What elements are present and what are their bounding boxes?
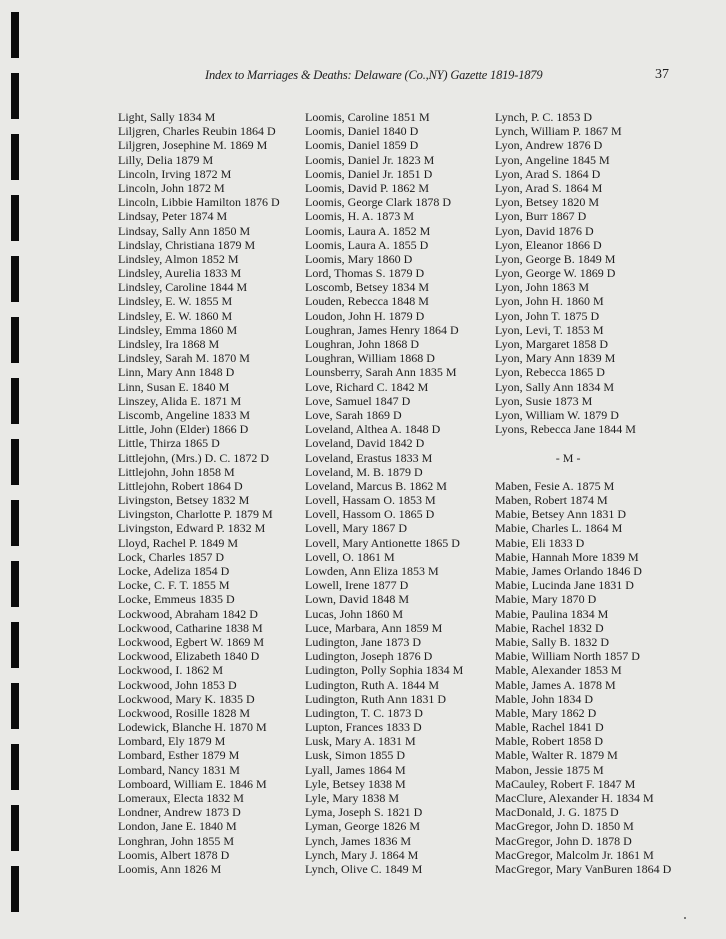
- index-entry: Ludington, Joseph 1876 D: [305, 649, 433, 664]
- index-entry: Locke, C. F. T. 1855 M: [118, 578, 230, 593]
- index-entry: Lyle, Betsey 1838 M: [305, 776, 406, 791]
- index-entry: Mabie, James Orlando 1846 D: [495, 564, 642, 578]
- index-entry: Loudon, John H. 1879 D: [305, 308, 425, 323]
- index-entry: Lindsay, Sally Ann 1850 M: [118, 223, 251, 238]
- index-entry: Lombard, Nancy 1831 M: [118, 762, 240, 777]
- index-entry: Loomis, David P. 1862 M: [305, 180, 430, 195]
- index-entry: MacClure, Alexander H. 1834 M: [495, 791, 654, 805]
- index-entry: Lincoln, John 1872 M: [118, 180, 225, 195]
- index-entry: Mabie, Mary 1870 D: [495, 592, 597, 607]
- index-entry: Loomis, Laura A. 1855 D: [305, 237, 429, 252]
- index-entry: Lincoln, Irving 1872 M: [118, 166, 232, 181]
- index-entry: Loomis, Daniel Jr. 1851 D: [305, 166, 433, 181]
- index-entry: Linn, Susan E. 1840 M: [118, 379, 230, 394]
- index-entry: London, Jane E. 1840 M: [118, 819, 237, 834]
- index-entry: Loveland, Althea A. 1848 D: [305, 422, 441, 437]
- index-entry: Loomis, Ann 1826 M: [118, 861, 222, 876]
- index-entry: Lockwood, Egbert W. 1869 M: [118, 634, 264, 649]
- index-entry: Lockwood, I. 1862 M: [118, 663, 223, 678]
- index-entry: Maben, Fesie A. 1875 M: [495, 478, 615, 493]
- index-entry: Lynch, Olive C. 1849 M: [305, 861, 423, 876]
- index-entry: Mable, John 1834 D: [495, 691, 593, 706]
- index-entry: Lynch, James 1836 M: [305, 833, 411, 848]
- index-entry: Lockwood, Catharine 1838 M: [118, 620, 263, 635]
- index-entry: Lyma, Joseph S. 1821 D: [305, 805, 423, 820]
- index-entry: Londner, Andrew 1873 D: [118, 805, 241, 820]
- index-entry: Loomis, Albert 1878 D: [118, 847, 230, 862]
- index-entry: Loughran, James Henry 1864 D: [305, 322, 459, 337]
- binding-mark: [11, 256, 19, 302]
- index-entry: Lyon, Sally Ann 1834 M: [495, 379, 615, 394]
- index-entry: Lyon, William W. 1879 D: [495, 407, 619, 422]
- index-entry: Loscomb, Betsey 1834 M: [305, 280, 429, 295]
- index-entry: Lyon, John T. 1875 D: [495, 308, 600, 323]
- index-entry: Mabie, Eli 1833 D: [495, 535, 585, 550]
- index-entry: Lomboard, William E. 1846 M: [118, 776, 267, 791]
- index-entry: Lyon, Betsey 1820 M: [495, 195, 599, 210]
- binding-mark: [11, 805, 19, 851]
- index-entry: Liljgren, Josephine M. 1869 M: [118, 138, 268, 153]
- index-entry: Ludington, Polly Sophia 1834 M: [305, 663, 464, 678]
- index-entry: Lindsley, E. W. 1855 M: [118, 294, 233, 309]
- index-entry: Lown, David 1848 M: [305, 592, 409, 607]
- binding-mark: [11, 439, 19, 485]
- index-entry: Lounsberry, Sarah Ann 1835 M: [305, 365, 457, 380]
- index-entry: Linszey, Alida E. 1871 M: [118, 393, 242, 408]
- index-entry: Lyons, Rebecca Jane 1844 M: [495, 422, 636, 437]
- index-entry: Loomis, Laura A. 1852 M: [305, 223, 431, 238]
- index-entry: Lockwood, Rosille 1828 M: [118, 705, 250, 720]
- index-entry: Lyon, Margaret 1858 D: [495, 337, 609, 351]
- binding-mark: [11, 561, 19, 607]
- index-entry: Love, Samuel 1847 D: [305, 393, 411, 408]
- index-entry: Livingston, Charlotte P. 1879 M: [118, 507, 273, 522]
- section-letter-heading: - M -: [555, 450, 581, 465]
- index-entry: Livingston, Betsey 1832 M: [118, 493, 250, 508]
- index-entry: Lusk, Simon 1855 D: [305, 748, 406, 763]
- index-entry: Lombard, Esther 1879 M: [118, 748, 240, 763]
- index-entry: Lupton, Frances 1833 D: [305, 720, 422, 735]
- index-entry: Lyon, Susie 1873 M: [495, 393, 593, 408]
- index-entry: Lindsley, Emma 1860 M: [118, 322, 238, 337]
- binding-mark: [11, 744, 19, 790]
- index-entry: Lomeraux, Electa 1832 M: [118, 791, 244, 805]
- index-entry: Loomis, Caroline 1851 M: [305, 110, 430, 124]
- index-entry: Mable, Rachel 1841 D: [495, 720, 604, 735]
- index-entry: Mabie, Rachel 1832 D: [495, 620, 604, 635]
- index-entry: Mable, Walter R. 1879 M: [495, 748, 618, 763]
- index-entry: Love, Richard C. 1842 M: [305, 379, 429, 394]
- index-entry: Loughran, John 1868 D: [305, 337, 419, 351]
- index-entry: Mabon, Jessie 1875 M: [495, 762, 604, 777]
- binding-mark: [11, 500, 19, 546]
- index-column-2: [305, 110, 463, 876]
- index-column-3: [495, 110, 671, 876]
- index-entry: Loomis, Daniel 1840 D: [305, 124, 419, 139]
- index-entry: Loveland, Erastus 1833 M: [305, 450, 433, 465]
- index-entry: Lyon, George B. 1849 M: [495, 251, 616, 266]
- blank-line: [495, 436, 671, 450]
- index-entry: Lindsley, Aurelia 1833 M: [118, 266, 242, 281]
- index-entry: Locke, Adeliza 1854 D: [118, 564, 230, 578]
- index-entry: Loveland, David 1842 D: [305, 436, 425, 451]
- index-entry: Loomis, Daniel Jr. 1823 M: [305, 152, 435, 167]
- index-entry: Lyon, John 1863 M: [495, 280, 590, 295]
- index-entry: Lowell, Irene 1877 D: [305, 578, 409, 593]
- index-entry: Mabie, Charles L. 1864 M: [495, 521, 623, 536]
- index-entry: Lynch, P. C. 1853 D: [495, 110, 593, 124]
- index-entry: Lindsley, Caroline 1844 M: [118, 280, 248, 295]
- index-entry: Loveland, Marcus B. 1862 M: [305, 478, 447, 493]
- index-entry: Lyon, Levi, T. 1853 M: [495, 322, 604, 337]
- index-entry: Loveland, M. B. 1879 D: [305, 464, 423, 479]
- index-entry: Lodewick, Blanche H. 1870 M: [118, 720, 267, 735]
- index-entry: Lindsley, Sarah M. 1870 M: [118, 351, 250, 366]
- index-entry: Linn, Mary Ann 1848 D: [118, 365, 235, 380]
- binding-mark: [11, 134, 19, 180]
- index-entry: Loughran, William 1868 D: [305, 351, 435, 366]
- index-entry: Liscomb, Angeline 1833 M: [118, 407, 250, 422]
- index-entry: Lilly, Delia 1879 M: [118, 152, 214, 167]
- index-entry: Lyle, Mary 1838 M: [305, 791, 399, 805]
- index-entry: Mabie, Lucinda Jane 1831 D: [495, 578, 634, 593]
- index-entry: Locke, Emmeus 1835 D: [118, 592, 235, 607]
- index-entry: Lockwood, Mary K. 1835 D: [118, 691, 255, 706]
- index-entry: Mabie, Hannah More 1839 M: [495, 549, 639, 564]
- index-entry: Ludington, Ruth Ann 1831 D: [305, 691, 447, 706]
- index-entry: Ludington, T. C. 1873 D: [305, 705, 423, 720]
- index-entry: Longhran, John 1855 M: [118, 833, 234, 848]
- index-entry: Lombard, Ely 1879 M: [118, 734, 226, 749]
- index-entry: Loomis, George Clark 1878 D: [305, 195, 452, 210]
- index-entry: Lockwood, John 1853 D: [118, 677, 237, 692]
- index-entry: Little, John (Elder) 1866 D: [118, 422, 249, 437]
- index-entry: Lovell, O. 1861 M: [305, 549, 395, 564]
- index-entry: Lindsley, Ira 1868 M: [118, 337, 220, 351]
- index-entry: Mable, James A. 1878 M: [495, 677, 616, 692]
- index-entry: Light, Sally 1834 M: [118, 110, 216, 124]
- index-entry: Loomis, Mary 1860 D: [305, 251, 413, 266]
- index-entry: Lindsley, E. W. 1860 M: [118, 308, 233, 323]
- index-entry: Mable, Alexander 1853 M: [495, 663, 622, 678]
- index-entry: Mabie, Paulina 1834 M: [495, 606, 609, 621]
- binding-mark: [11, 683, 19, 729]
- index-entry: Lincoln, Libbie Hamilton 1876 D: [118, 195, 280, 210]
- binding-mark: [11, 866, 19, 912]
- index-entry: Lyon, Arad S. 1864 D: [495, 166, 601, 181]
- index-entry: Luce, Marbara, Ann 1859 M: [305, 620, 443, 635]
- index-entry: MacGregor, Mary VanBuren 1864 D: [495, 861, 672, 876]
- index-entry: Lusk, Mary A. 1831 M: [305, 734, 416, 749]
- index-column-1: [118, 110, 280, 876]
- page-number: 37: [655, 67, 669, 82]
- binding-mark: [11, 378, 19, 424]
- index-entry: Lyon, Burr 1867 D: [495, 209, 587, 224]
- index-entry: Lloyd, Rachel P. 1849 M: [118, 535, 238, 550]
- index-entry: Lynch, Mary J. 1864 M: [305, 847, 419, 862]
- index-entry: Mabie, William North 1857 D: [495, 649, 640, 664]
- binding-mark: [11, 195, 19, 241]
- scan-speck: [684, 917, 686, 919]
- index-entry: MacGregor, John D. 1850 M: [495, 819, 634, 834]
- index-entry: MaCauley, Robert F. 1847 M: [495, 776, 636, 791]
- index-entry: Lindsay, Peter 1874 M: [118, 209, 228, 224]
- index-entry: Lovell, Mary Antionette 1865 D: [305, 535, 460, 550]
- index-entry: Lovell, Hassom O. 1865 D: [305, 507, 435, 522]
- index-entry: MacGregor, John D. 1878 D: [495, 833, 632, 848]
- index-entry: Lyon, John H. 1860 M: [495, 294, 604, 309]
- index-entry: Lovell, Mary 1867 D: [305, 521, 407, 536]
- running-header-title: Index to Marriages & Deaths: Delaware (Co.,NY) Gazette 1819-1879: [205, 68, 543, 82]
- index-entry: Lindslay, Christiana 1879 M: [118, 237, 256, 252]
- index-entry: Mable, Robert 1858 D: [495, 734, 603, 749]
- index-entry: Love, Sarah 1869 D: [305, 407, 402, 422]
- index-entry: Lowden, Ann Eliza 1853 M: [305, 564, 439, 578]
- index-entry: Lyon, David 1876 D: [495, 223, 594, 238]
- index-entry: MacGregor, Malcolm Jr. 1861 M: [495, 847, 654, 862]
- index-entry: Louden, Rebecca 1848 M: [305, 294, 429, 309]
- index-entry: Loomis, H. A. 1873 M: [305, 209, 415, 224]
- index-entry: Livingston, Edward P. 1832 M: [118, 521, 266, 536]
- index-entry: Lock, Charles 1857 D: [118, 549, 224, 564]
- binding-mark: [11, 12, 19, 58]
- index-entry: Ludington, Jane 1873 D: [305, 634, 421, 649]
- index-entry: Littlejohn, (Mrs.) D. C. 1872 D: [118, 450, 269, 465]
- index-entry: Lockwood, Abraham 1842 D: [118, 606, 258, 621]
- index-entry: Maben, Robert 1874 M: [495, 493, 608, 508]
- index-entry: Lyon, Rebecca 1865 D: [495, 365, 605, 380]
- index-entry: Lyon, George W. 1869 D: [495, 266, 616, 281]
- index-entry: Lyon, Mary Ann 1839 M: [495, 351, 616, 366]
- index-entry: Little, Thirza 1865 D: [118, 436, 220, 451]
- index-entry: Lyon, Eleanor 1866 D: [495, 237, 602, 252]
- index-entry: Loomis, Daniel 1859 D: [305, 138, 419, 153]
- index-entry: Mabie, Sally B. 1832 D: [495, 634, 609, 649]
- index-entry: Lyman, George 1826 M: [305, 819, 421, 834]
- index-entry: Lyon, Arad S. 1864 M: [495, 180, 603, 195]
- index-entry: Lord, Thomas S. 1879 D: [305, 266, 425, 281]
- index-entry: Littlejohn, John 1858 M: [118, 464, 235, 479]
- index-entry: Mable, Mary 1862 D: [495, 705, 597, 720]
- index-entry: Lynch, William P. 1867 M: [495, 124, 622, 139]
- index-entry: Lucas, John 1860 M: [305, 606, 403, 621]
- blank-line: [495, 465, 671, 479]
- binding-mark: [11, 622, 19, 668]
- index-entry: Lovell, Hassam O. 1853 M: [305, 493, 436, 508]
- index-entry: Ludington, Ruth A. 1844 M: [305, 677, 440, 692]
- index-entry: MacDonald, J. G. 1875 D: [495, 805, 619, 820]
- index-entry: Lockwood, Elizabeth 1840 D: [118, 649, 260, 664]
- index-entry: Liljgren, Charles Reubin 1864 D: [118, 124, 276, 139]
- binding-mark: [11, 317, 19, 363]
- index-entry: Littlejohn, Robert 1864 D: [118, 478, 243, 493]
- index-entry: Lyall, James 1864 M: [305, 762, 406, 777]
- index-entry: Lyon, Angeline 1845 M: [495, 152, 610, 167]
- index-entry: Lindsley, Almon 1852 M: [118, 251, 239, 266]
- index-entry: Mabie, Betsey Ann 1831 D: [495, 507, 626, 522]
- binding-mark: [11, 73, 19, 119]
- index-entry: Lyon, Andrew 1876 D: [495, 138, 603, 153]
